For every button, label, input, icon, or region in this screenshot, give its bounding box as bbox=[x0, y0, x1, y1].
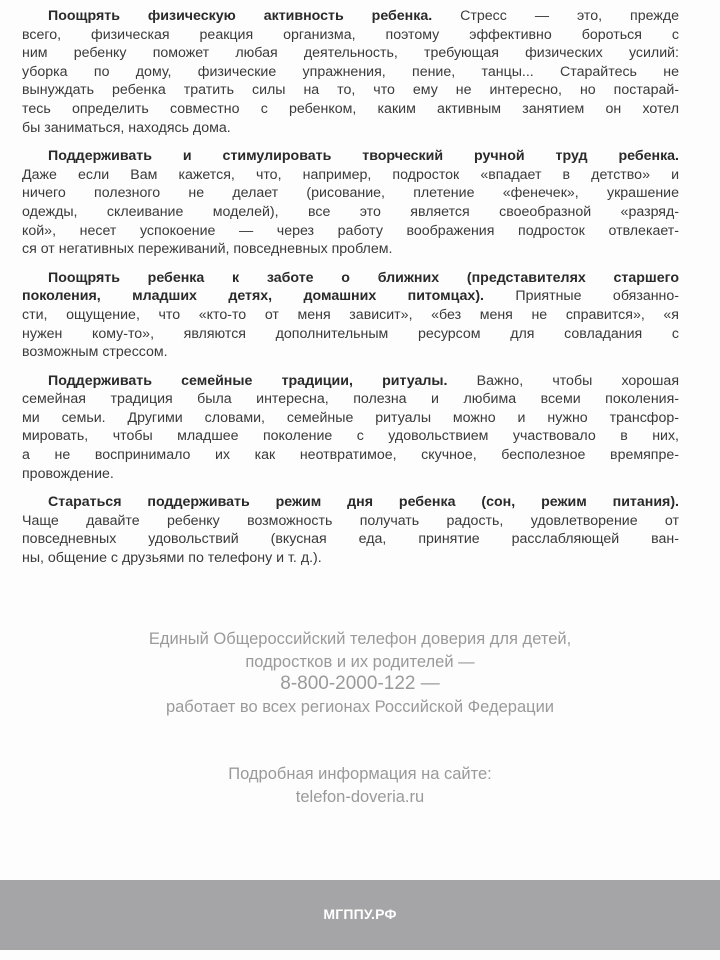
paragraph-text: Стресс — это, прежде bbox=[432, 8, 679, 24]
paragraph-text: мировать, чтобы младшее поколение с удовольствием участвовало в них, bbox=[22, 428, 679, 445]
paragraph-heading: поколения, младших детях, домашних питомцах). bbox=[22, 288, 484, 305]
footer-brand: МГППУ.РФ bbox=[323, 906, 397, 922]
text-line bbox=[22, 184, 679, 203]
text-line bbox=[22, 446, 679, 465]
paragraph-text: Важно, чтобы хорошая bbox=[447, 372, 680, 389]
paragraph-heading: Поддерживать семейные традиции, ритуалы. bbox=[48, 372, 448, 389]
paragraph-text: вынуждать ребенка тратить силы на то, что ему не интересно, но постарай- bbox=[22, 82, 679, 99]
paragraph-text: а не воспринимало их как неотвратимое, скучное, бесполезное времяпре- bbox=[22, 447, 679, 464]
paragraph-text: ся от негативных переживаний, повседневных проблем. bbox=[22, 241, 393, 258]
text-line bbox=[22, 465, 679, 484]
paragraph-text: уборка по дому, физические упражнения, пение, танцы... Старайтесь не bbox=[22, 63, 679, 80]
paragraph-text: одежды, склеивание моделей), все это является своеобразной «разряд- bbox=[22, 203, 679, 220]
document-body bbox=[22, 7, 679, 578]
text-line bbox=[22, 81, 679, 100]
paragraph-text: ним ребенку поможет любая деятельность, требующая физических усилий: bbox=[22, 45, 679, 62]
paragraph-heading: Стараться поддерживать режим дня ребенка (сон, режим питания). bbox=[48, 494, 679, 511]
text-line bbox=[22, 549, 679, 568]
text-line bbox=[22, 166, 679, 185]
paragraph-text: возможным стрессом. bbox=[22, 344, 168, 361]
paragraph-text: ны, общение с друзьями по телефону и т. д.). bbox=[22, 550, 322, 567]
paragraph-text: ничего полезного не делает (рисование, плетение «фенечек», украшение bbox=[22, 185, 679, 202]
text-line bbox=[22, 409, 679, 428]
site-label: Подробная информация на сайте: bbox=[228, 765, 492, 783]
paragraph-text: провождение. bbox=[22, 465, 114, 482]
paragraph bbox=[22, 147, 679, 259]
paragraph-text: сти, ощущение, что «кто-то от меня зависит», «без меня не справится», «я bbox=[22, 306, 679, 323]
text-line bbox=[22, 512, 679, 531]
paragraph-text: Чаще давайте ребенку возможность получать радость, удовлетворение от bbox=[22, 512, 679, 529]
text-line bbox=[22, 372, 679, 391]
hotline-phone: 8-800-2000-122 — bbox=[280, 673, 440, 694]
paragraph-text: Даже если Вам кажется, что, например, подросток «впадает в детство» и bbox=[22, 166, 679, 183]
paragraph-text: бы заниматься, находясь дома. bbox=[22, 119, 231, 136]
hotline-line-1: Единый Общероссийский телефон доверия для детей, bbox=[148, 630, 572, 648]
paragraph-text: Приятные обязанно- bbox=[484, 288, 679, 305]
paragraph bbox=[22, 7, 679, 137]
site-block bbox=[0, 763, 720, 808]
text-line bbox=[22, 343, 679, 362]
paragraph-heading: Поддерживать и стимулировать творческий ручной труд ребенка. bbox=[48, 148, 679, 165]
text-line bbox=[22, 269, 679, 288]
paragraph-heading: Поощрять ребенка к заботе о ближних (представителях старшего bbox=[48, 269, 679, 286]
text-line bbox=[22, 147, 679, 166]
text-line bbox=[22, 530, 679, 549]
paragraph bbox=[22, 493, 679, 567]
text-line bbox=[22, 493, 679, 512]
paragraph-text: семейная традиция была интересна, полезна и любима всеми поколения- bbox=[22, 391, 679, 408]
text-line bbox=[22, 306, 679, 325]
paragraph bbox=[22, 269, 679, 362]
text-line bbox=[22, 390, 679, 409]
text-line bbox=[22, 100, 679, 119]
hotline-block bbox=[0, 628, 720, 718]
site-url[interactable]: telefon-doveria.ru bbox=[295, 787, 425, 806]
paragraph-text: нужен кому-то», являются дополнительным ресурсом для совладания с bbox=[22, 325, 679, 342]
text-line bbox=[22, 287, 679, 306]
paragraph bbox=[22, 372, 679, 484]
paragraph-heading: Поощрять физическую активность ребенка. bbox=[48, 8, 433, 24]
paragraph-text: ми семьи. Другими словами, семейные ритуалы можно и нужно трансфор- bbox=[22, 409, 679, 426]
text-line bbox=[22, 222, 679, 241]
text-line bbox=[22, 63, 679, 82]
paragraph-text: кой», несет успокоение — через работу воображения подросток отвлекает- bbox=[22, 222, 679, 239]
hotline-line-2: подростков и их родителей — bbox=[245, 652, 475, 671]
text-line bbox=[22, 240, 679, 259]
text-line bbox=[22, 119, 679, 138]
text-line bbox=[22, 7, 679, 26]
text-line bbox=[22, 44, 679, 63]
text-line bbox=[22, 26, 679, 45]
text-line bbox=[22, 203, 679, 222]
footer-band bbox=[0, 880, 720, 950]
paragraph-text: тесь определить совместно с ребенком, каким активным занятием он хотел bbox=[22, 100, 679, 117]
paragraph-text: всего, физическая реакция организма, поэтому эффективно бороться с bbox=[22, 26, 679, 43]
hotline-line-4: работает во всех регионах Российской Федерации bbox=[165, 697, 555, 716]
text-line bbox=[22, 427, 679, 446]
text-line bbox=[22, 325, 679, 344]
paragraph-text: повседневных удовольствий (вкусная еда, принятие расслабляющей ван- bbox=[22, 531, 679, 548]
